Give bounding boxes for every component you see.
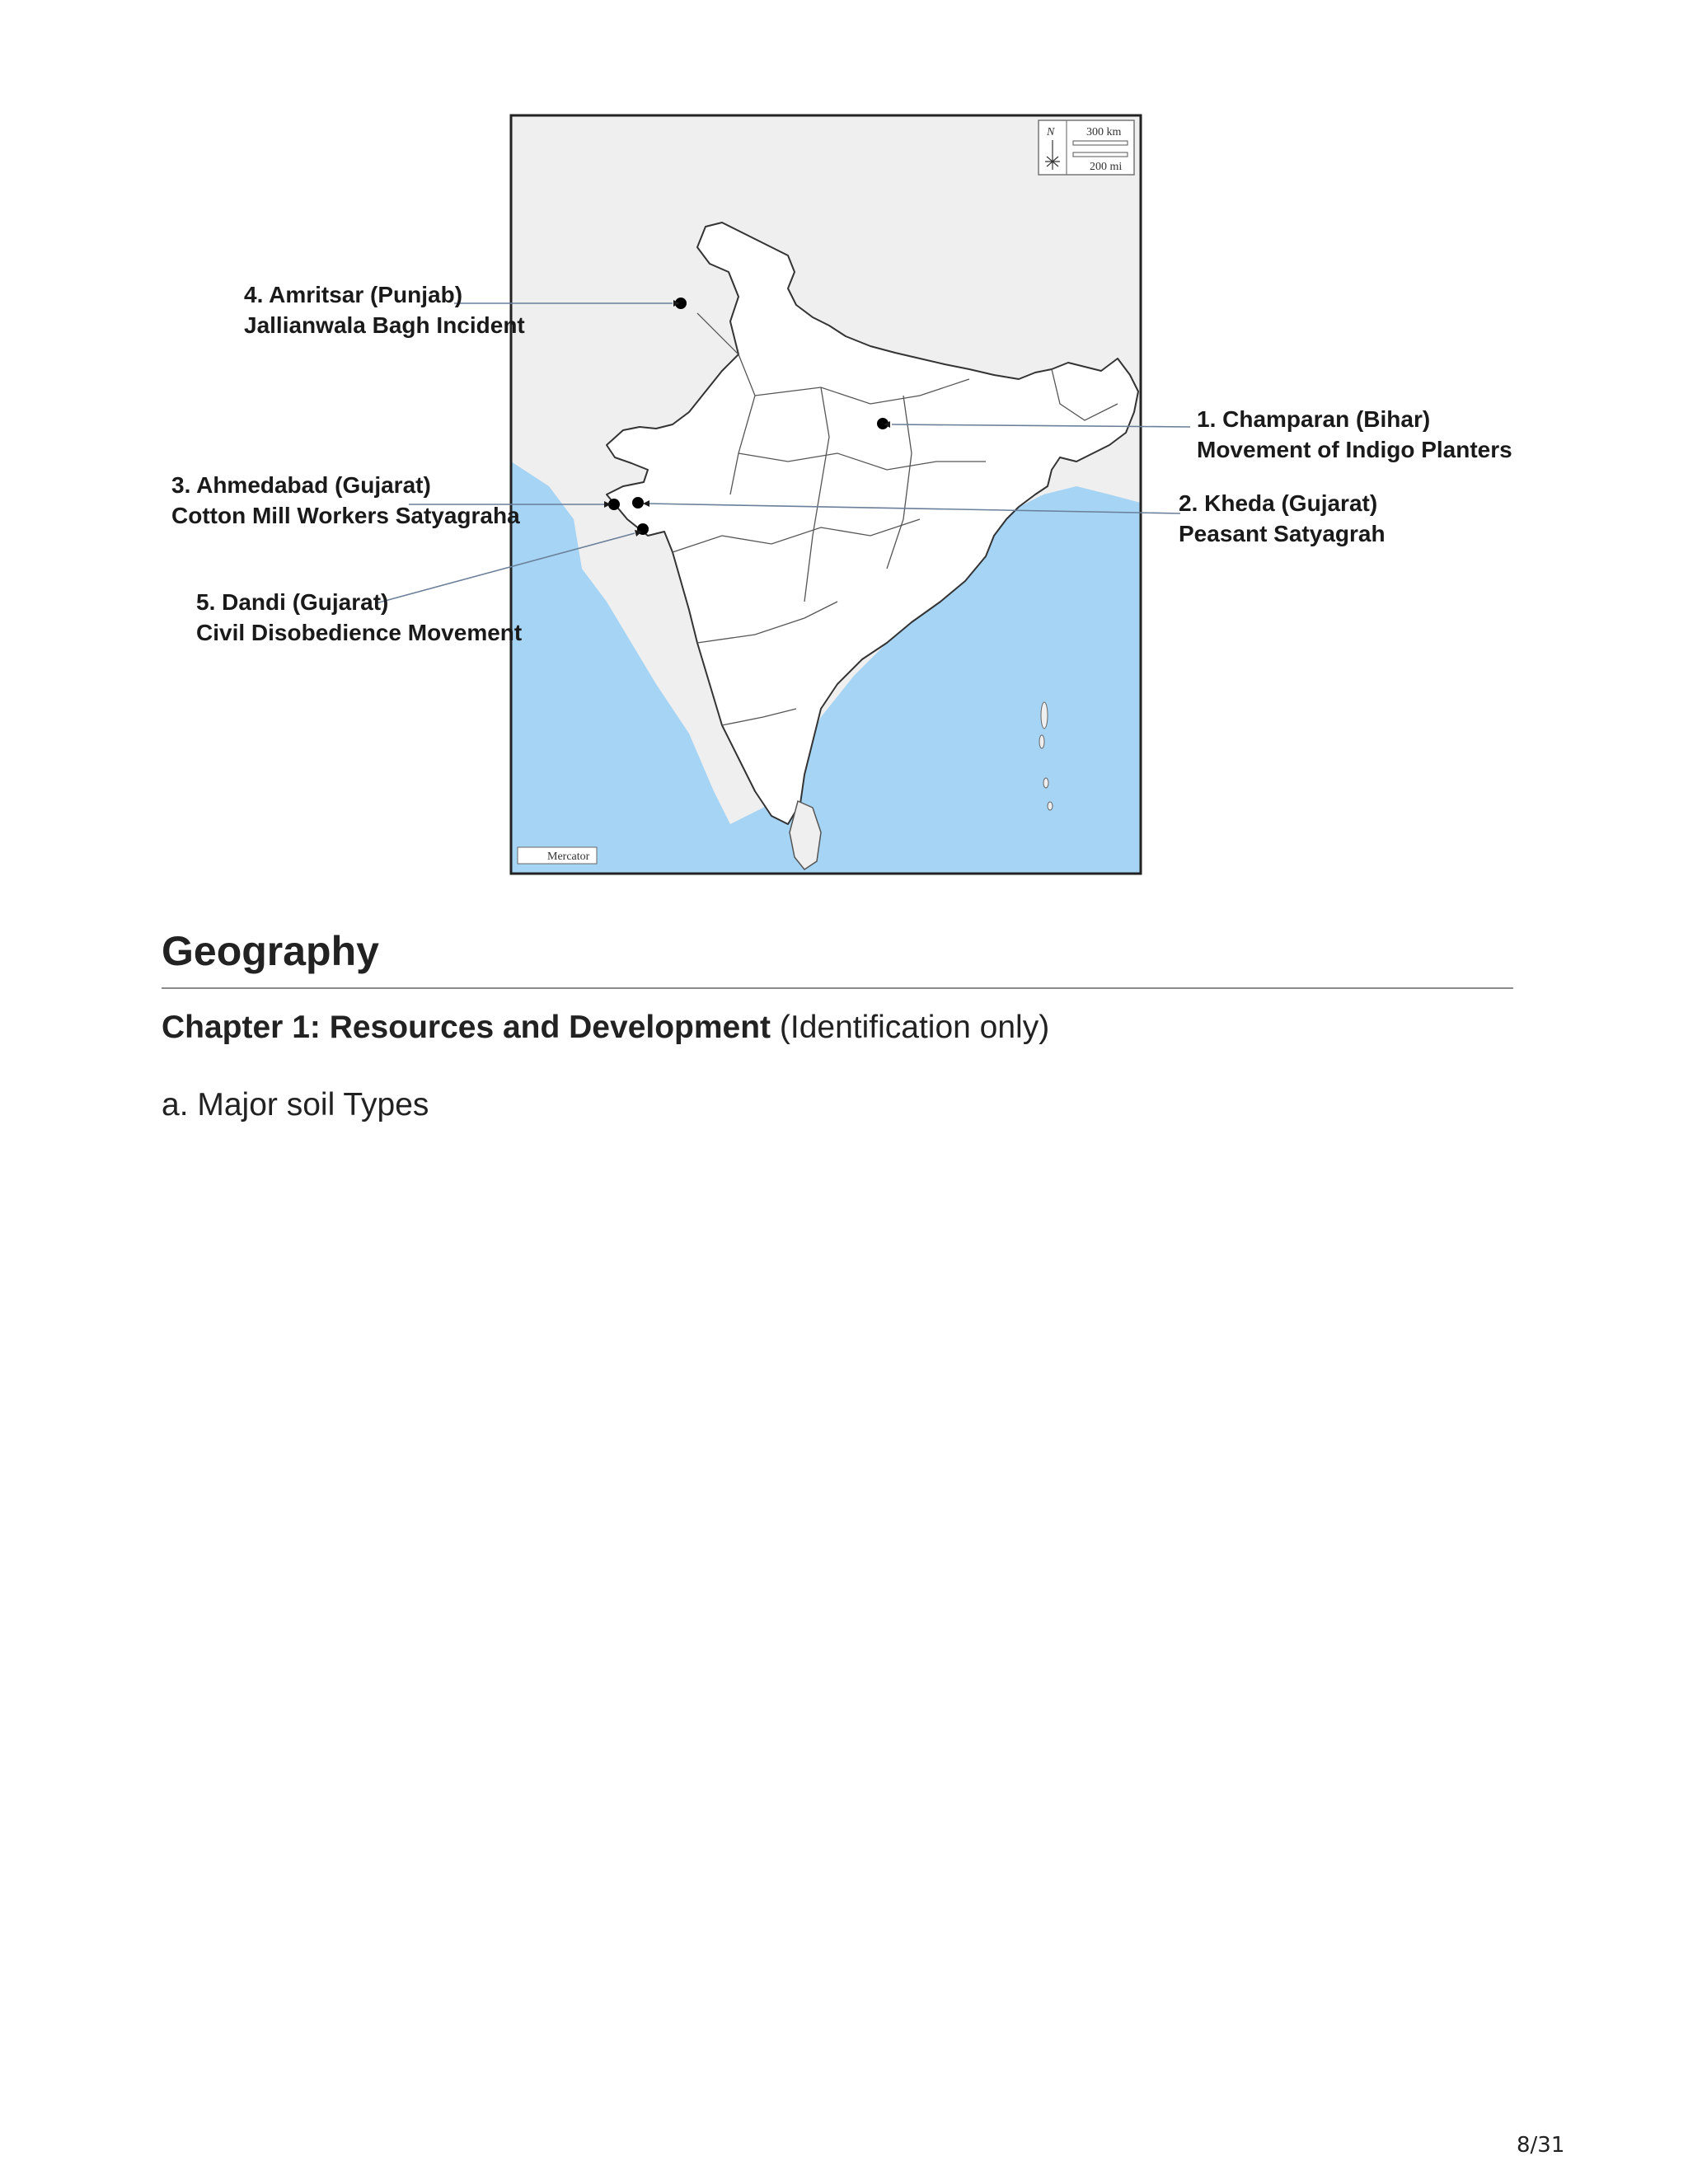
callout-dandi <box>196 589 522 645</box>
map-figure <box>162 107 1523 882</box>
scale-km: 300 km <box>1086 126 1122 138</box>
svg-text:3. Ahmedabad (Gujarat): 3. Ahmedabad (Gujarat) <box>171 472 431 498</box>
svg-text:Mercator: Mercator <box>547 851 590 863</box>
svg-text:1. Champaran (Bihar): 1. Champaran (Bihar) <box>1197 406 1431 432</box>
svg-text:Cotton Mill Workers Satyagraha: Cotton Mill Workers Satyagraha <box>171 503 520 528</box>
chapter-heading <box>162 1007 1049 1048</box>
projection-badge <box>518 847 597 864</box>
north-label: N <box>1047 126 1055 138</box>
india-map <box>511 115 1141 874</box>
section-title: Geography <box>162 928 379 974</box>
svg-text:Civil Disobedience Movement: Civil Disobedience Movement <box>196 620 523 645</box>
callout-kheda <box>1179 490 1386 546</box>
section-divider <box>162 987 1513 989</box>
svg-text:2. Kheda (Gujarat): 2. Kheda (Gujarat) <box>1179 490 1378 516</box>
callout-amritsar <box>244 282 525 338</box>
svg-text:5. Dandi (Gujarat): 5. Dandi (Gujarat) <box>196 589 389 615</box>
svg-text:Movement of Indigo Planters: Movement of Indigo Planters <box>1197 437 1512 462</box>
svg-text:Peasant Satyagrah: Peasant Satyagrah <box>1179 521 1386 546</box>
callout-champaran <box>1197 406 1512 462</box>
page-number: 8/31 <box>1517 2133 1565 2158</box>
marker-kheda <box>632 497 644 509</box>
svg-text:4. Amritsar (Punjab): 4. Amritsar (Punjab) <box>244 282 463 307</box>
scale-bar <box>1039 120 1134 175</box>
callout-ahmedabad <box>171 472 520 528</box>
chapter-note: (Identification only) <box>771 1010 1050 1045</box>
svg-text:Jallianwala Bagh Incident: Jallianwala Bagh Incident <box>244 312 525 338</box>
chapter-title: Chapter 1: Resources and Development <box>162 1010 771 1045</box>
list-item-soil-types: a. Major soil Types <box>162 1087 429 1122</box>
scale-mi: 200 mi <box>1090 161 1123 173</box>
